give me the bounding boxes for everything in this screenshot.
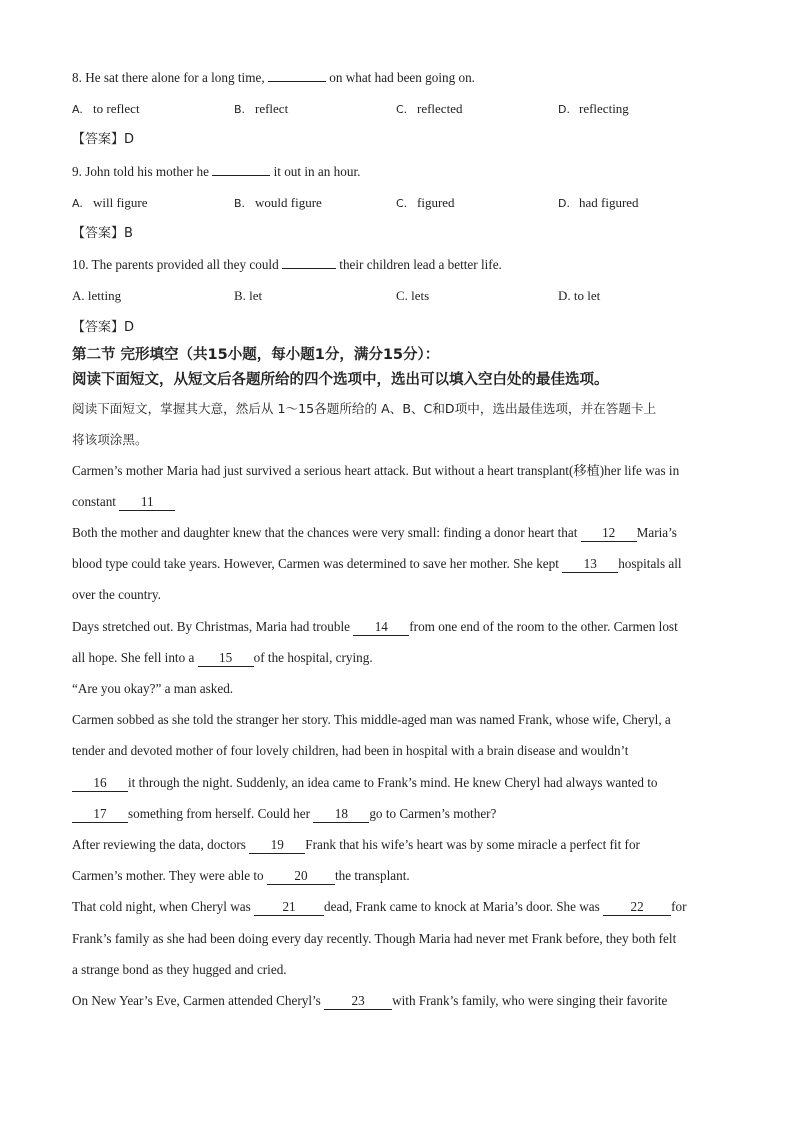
passage-line: Both the mother and daughter knew that the chances were very small: finding a donor heart that 12 Maria’s	[72, 525, 677, 541]
question-9-options	[72, 187, 722, 218]
blank-21: 21	[254, 899, 324, 916]
blank-22: 22	[603, 899, 671, 916]
passage-line: all hope. She fell into a 15 of the hospital, crying.	[72, 649, 373, 665]
question-8-option-a: A. to reflect	[72, 101, 140, 117]
passage-line: Carmen’s mother. They were able to 20 the transplant.	[72, 868, 410, 884]
passage-line: Frank’s family as she had been doing every day recently. Though Maria had never met Frank before, they both felt	[72, 930, 677, 946]
passage-line: That cold night, when Cheryl was 21 dead, Frank came to knock at Maria’s door. She was 22 for	[72, 899, 687, 915]
question-9-stem	[72, 156, 722, 187]
passage-line: After reviewing the data, doctors 19 Frank that his wife’s heart was by some miracle a perfect fit for	[72, 836, 640, 852]
blank-13: 13	[562, 556, 618, 573]
blank-15: 15	[198, 650, 254, 667]
question-10-stem	[72, 249, 722, 280]
question-8-options	[72, 93, 722, 124]
question-10-option-b: B. let	[234, 288, 263, 304]
question-9-option-b: B. would figure	[234, 194, 322, 210]
blank-18: 18	[313, 806, 369, 823]
question-9-option-c: C. figured	[396, 194, 455, 210]
blank-16: 16	[72, 775, 128, 792]
passage-line: Carmen sobbed as she told the stranger her story. This middle-aged man was named Frank, whose wife, Cheryl, a	[72, 712, 671, 728]
question-10-stem-text: 10. The parents provided all they could	[72, 257, 282, 273]
blank-14: 14	[353, 619, 409, 636]
passage-line: over the country.	[72, 587, 161, 603]
question-9-option-d: D. had figured	[558, 194, 639, 210]
question-8-stem-text-end: on what had been going on.	[325, 70, 475, 85]
question-10-answer: 【答案】D	[72, 319, 135, 335]
blank-17: 17	[72, 806, 128, 823]
exam-page	[72, 62, 722, 1016]
question-9-answer: 【答案】B	[72, 225, 133, 241]
question-10-options	[72, 280, 722, 311]
question-8-stem-text: 8. He sat there alone for a long time,	[72, 70, 268, 85]
section-instruction-line-1: 阅读下面短文，掌握其大意，然后从 1～15各题所给的 A、B、C和D项中，选出最佳选项，并在答题卡上	[72, 400, 657, 416]
question-10-stem-text-end: their children lead a better life.	[335, 257, 502, 273]
question-8-answer: 【答案】D	[72, 132, 135, 148]
question-8-blank	[268, 81, 326, 82]
passage-line: “Are you okay?” a man asked.	[72, 681, 234, 696]
question-9-stem-text: 9. John told his mother he	[72, 163, 213, 179]
blank-19: 19	[249, 837, 305, 854]
section-instruction-line-2: 将该项涂黑。	[72, 431, 148, 447]
passage-line: On New Year’s Eve, Carmen attended Cheryl’s 23 with Frank’s family, who were singing their favorite	[72, 992, 668, 1008]
question-8-option-d: D. reflecting	[558, 101, 629, 117]
passage-line: a strange bond as they hugged and cried.	[72, 961, 287, 977]
blank-20: 20	[267, 868, 335, 885]
passage-line: 16 it through the night. Suddenly, an idea came to Frank’s mind. He knew Cheryl had always wanted to	[72, 767, 722, 798]
passage-line: Days stretched out. By Christmas, Maria had trouble 14 from one end of the room to the other. Carmen lost	[72, 618, 678, 634]
question-10-option-a: A. letting	[72, 288, 122, 304]
passage-line: blood type could take years. However, Carmen was determined to save her mother. She kept 13 hospitals all	[72, 556, 682, 572]
question-9-stem-text-end: it out in an hour.	[270, 163, 361, 179]
question-10-blank	[282, 268, 336, 269]
passage-line: constant 11	[72, 486, 722, 517]
passage-line: tender and devoted mother of four lovely children, had been in hospital with a brain disease and wouldn’t	[72, 743, 629, 759]
section-title: 第二节 完形填空（共15小题，每小题1分，满分15分）：	[72, 346, 440, 363]
blank-12: 12	[581, 525, 637, 542]
question-9-blank	[212, 175, 270, 176]
question-8-stem	[72, 62, 722, 93]
question-8-option-b: B. reflect	[234, 101, 289, 117]
section-subtitle: 阅读下面短文，从短文后各题所给的四个选项中，选出可以填入空白处的最佳选项。	[72, 371, 609, 388]
passage-line: Carmen’s mother Maria had just survived a serious heart attack. But without a heart transplant(移植)her life was in	[72, 462, 680, 478]
passage-line: 17 something from herself. Could her 18 go to Carmen’s mother?	[72, 798, 722, 829]
question-10-option-d: D. to let	[558, 288, 601, 304]
question-10-option-c: C. lets	[396, 288, 430, 304]
blank-23: 23	[324, 993, 392, 1010]
question-9-option-a: A. will figure	[72, 194, 148, 210]
blank-11: 11	[119, 494, 175, 511]
question-8-option-c: C. reflected	[396, 101, 463, 117]
